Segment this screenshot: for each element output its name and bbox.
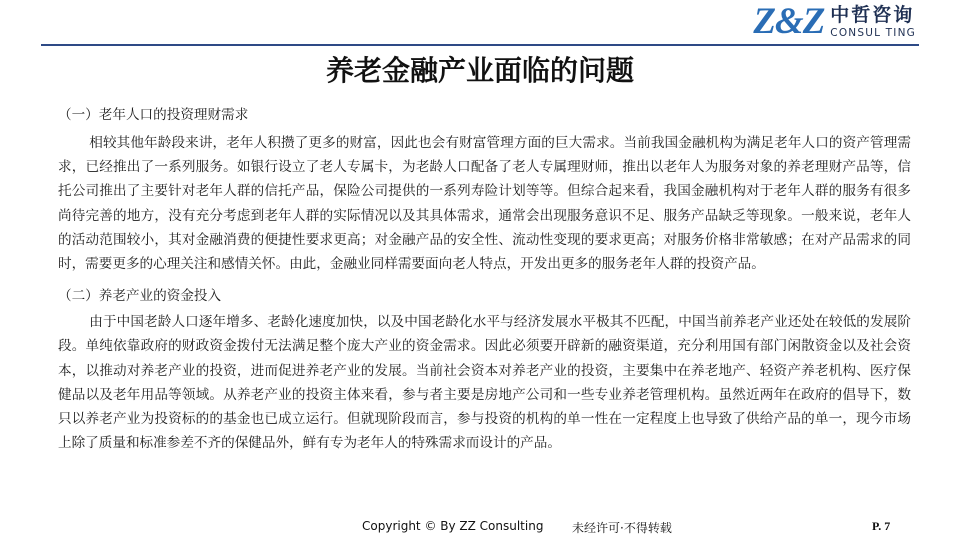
section-heading-investment-needs: （一）老年人口的投资理财需求 xyxy=(58,107,249,123)
reprint-notice: 未经许可·不得转载 xyxy=(572,521,672,535)
logo-text xyxy=(830,5,916,39)
footer xyxy=(0,519,960,537)
logo-mark: Z&Z xyxy=(753,1,825,42)
section-paragraph-investment-needs: 相较其他年龄段来讲，老年人积攒了更多的财富，因此也会有财富管理方面的巨大需求。当前我国金融机构为满足老年人口的资产管理需求，已经推出了一系列服务。如银行设立了老人专属卡，为老龄人口配备了老人专属理财师，推出以老年人为服务对象的养老理财产品等，信托公司推出了主要针对老年人群的信托产品，保险公司提供的一系列寿险计划等等。但综合起来看，我国金融机构对于老年人群的服务有很多尚待完善的地方，没有充分考虑到老年人群的实际情况以及其具体需求，通常会出现服务意识不足、服务产品缺乏等现象。一般来说，老年人的活动范围较小，其对金融消费的便捷性要求更高；对金融产品的安全性、流动性变现的要求更高；对服务价格非常敏感；在对产品需求的同时，需要更多的心理关注和感情关怀。由此，金融业同样需要面向老人特点，开发出更多的服务老年人群的投资产品。 xyxy=(58,135,911,273)
page-number: P. 7 xyxy=(872,519,891,533)
copyright-text: Copyright © By ZZ Consulting xyxy=(362,519,544,533)
section-paragraph-capital-input: 由于中国老龄人口逐年增多、老龄化速度加快，以及中国老龄化水平与经济发展水平极其不匹配，中国当前养老产业还处在较低的发展阶段。单纯依靠政府的财政资金拨付无法满足整个庞大产业的资金需求。因此必须要开辟新的融资渠道，充分利用国有部门闲散资金以及社会资本，以推动对养老产业的投资，进而促进养老产业的发展。当前社会资本对养老产业的投资，主要集中在养老地产、轻资产养老机构、医疗保健品以及老年用品等领域。从养老产业的投资主体来看，参与者主要是房地产公司和一些专业养老管理机构。虽然近两年在政府的倡导下，数只以养老产业为投资标的的基金也已成立运行。但就现阶段而言，参与投资的机构的单一性在一定程度上也导致了供给产品的单一，现今市场上除了质量和标准参差不齐的保健品外，鲜有专为老年人的特殊需求而设计的产品。 xyxy=(58,314,911,452)
company-logo xyxy=(753,3,916,41)
logo-chinese-name: 中哲咨询 xyxy=(830,4,915,26)
slide-body xyxy=(58,103,911,455)
section-heading-capital-input: （二）养老产业的资金投入 xyxy=(58,288,222,305)
logo-english-name: CONSUL TING xyxy=(830,27,916,39)
header-divider xyxy=(41,44,919,46)
page-title: 养老金融产业面临的问题 xyxy=(325,54,634,87)
